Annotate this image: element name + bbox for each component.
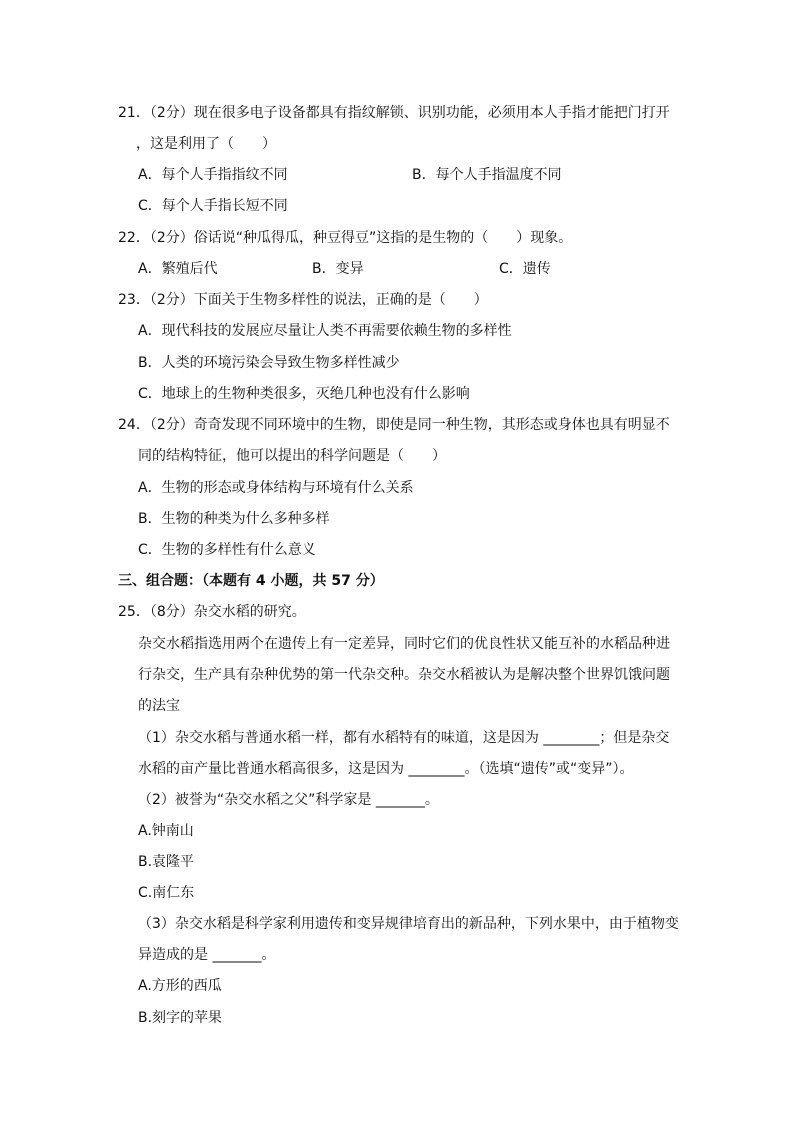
q23-stem: 23．（2分）下面关于生物多样性的说法，正确的是（ ） — [118, 292, 488, 308]
q21-stem-line2: ，这是利用了（ ） — [136, 136, 276, 152]
q22-option-c: C．遗传 — [499, 261, 551, 277]
q24-option-b: B．生物的种类为什么多种多样 — [138, 511, 330, 527]
q25-intro-line3: 的法宝 — [138, 698, 180, 714]
q25-sub2-option-b: B.袁隆平 — [138, 854, 195, 870]
q21-stem-line1: 21．（2分）现在很多电子设备都具有指纹解锁、识别功能，必须用本人手指才能把门打开 — [118, 105, 670, 121]
q23-option-c: C．地球上的生物种类很多，灭绝几种也没有什么影响 — [138, 386, 470, 402]
q25-sub2-option-a: A.钟南山 — [138, 823, 194, 839]
q23-option-b: B．人类的环境污染会导致生物多样性减少 — [138, 355, 400, 371]
q25-intro-line1: 杂交水稻指选用两个在遗传上有一定差异，同时它们的优良性状又能互补的水稻品种进 — [138, 636, 670, 652]
q25-sub1-line2: 水稻的亩产量比普通水稻高很多，这是因为 ________。（选填“遗传”或“变异”）。 — [138, 761, 634, 777]
q25-sub3-option-b: B.刻字的苹果 — [138, 1010, 223, 1026]
q25-intro-line2: 行杂交，生产具有杂种优势的第一代杂交种。杂交水稻被认为是解决整个世界饥饿问题 — [138, 667, 670, 683]
q25-sub1-line1: （1）杂交水稻与普通水稻一样，都有水稻特有的味道，这是因为 ________；但是杂交 — [138, 730, 670, 746]
q25-sub3-line1: （3）杂交水稻是科学家利用遗传和变异规律培育出的新品种，下列水果中，由于植物变 — [138, 916, 679, 932]
q25-sub2-stem: （2）被誉为“杂交水稻之父”科学家是 _______。 — [138, 792, 439, 808]
q21-option-c: C．每个人手指长短不同 — [138, 198, 288, 214]
q22-stem: 22．（2分）俗话说“种瓜得瓜，种豆得豆”这指的是生物的（ ）现象。 — [118, 230, 573, 246]
q24-stem-line2: 同的结构特征，他可以提出的科学问题是（ ） — [138, 448, 446, 464]
q25-stem: 25．（8分）杂交水稻的研究。 — [118, 604, 306, 620]
section-3-heading: 三、组合题：（本题有 4 小题，共 57 分） — [118, 573, 384, 589]
q21-option-a: A．每个人手指指纹不同 — [138, 167, 288, 183]
q25-sub3-option-a: A.方形的西瓜 — [138, 978, 222, 994]
q24-option-a: A．生物的形态或身体结构与环境有什么关系 — [138, 480, 414, 496]
q25-sub3-line2: 异造成的是 _______。 — [138, 947, 276, 963]
q24-option-c: C．生物的多样性有什么意义 — [138, 542, 316, 558]
q22-option-a: A．繁殖后代 — [138, 261, 218, 277]
q21-option-b: B．每个人手指温度不同 — [412, 167, 562, 183]
q24-stem-line1: 24．（2分）奇奇发现不同环境中的生物，即使是同一种生物，其形态或身体也具有明显不 — [118, 417, 670, 433]
q25-sub2-option-c: C.南仁东 — [138, 885, 195, 901]
q22-option-b: B．变异 — [312, 261, 364, 277]
q23-option-a: A．现代科技的发展应尽量让人类不再需要依赖生物的多样性 — [138, 323, 512, 339]
